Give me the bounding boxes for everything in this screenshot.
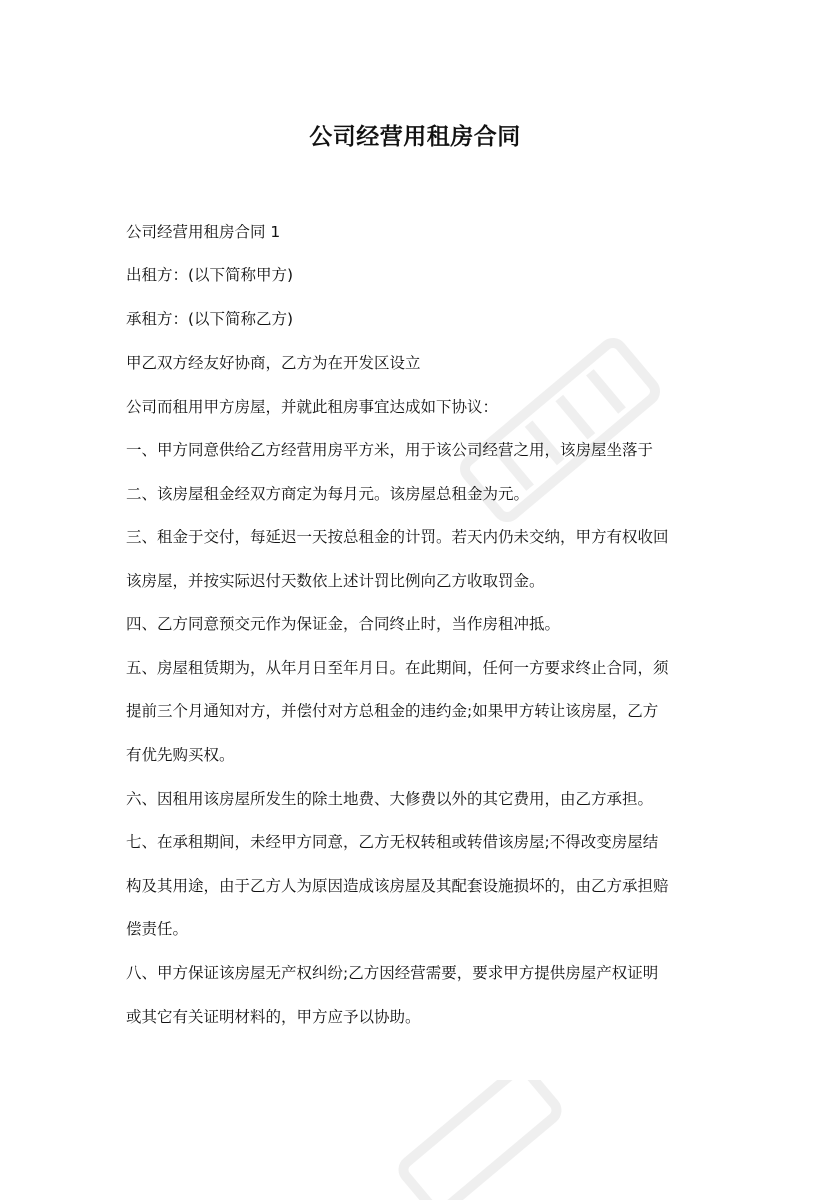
paragraph-line: 五、房屋租赁期为，从年月日至年月日。在此期间，任何一方要求终止合同，须 bbox=[126, 659, 669, 677]
watermark-bottom-icon bbox=[380, 1080, 580, 1200]
paragraph-line: 该房屋，并按实际迟付天数依上述计罚比例向乙方收取罚金。 bbox=[126, 572, 545, 590]
paragraph-line: 承租方：(以下简称乙方) bbox=[126, 310, 294, 328]
watermark-icon bbox=[430, 300, 690, 560]
paragraph-line: 提前三个月通知对方，并偿付对方总租金的违约金;如果甲方转让该房屋，乙方 bbox=[126, 702, 659, 720]
paragraph-line: 公司经营用租房合同 1 bbox=[126, 223, 281, 241]
document-title: 公司经营用租房合同 bbox=[309, 124, 521, 150]
paragraph-line: 出租方：(以下简称甲方) bbox=[126, 266, 294, 284]
paragraph-line: 六、因租用该房屋所发生的除土地费、大修费以外的其它费用，由乙方承担。 bbox=[126, 790, 654, 808]
paragraph-line: 三、租金于交付，每延迟一天按总租金的计罚。若天内仍未交纳，甲方有权收回 bbox=[126, 528, 669, 546]
paragraph-line: 一、甲方同意供给乙方经营用房平方米，用于该公司经营之用，该房屋坐落于 bbox=[126, 441, 654, 459]
paragraph-line: 二、该房屋租金经双方商定为每月元。该房屋总租金为元。 bbox=[126, 485, 530, 503]
paragraph-line: 四、乙方同意预交元作为保证金，合同终止时，当作房租冲抵。 bbox=[126, 615, 561, 633]
paragraph-line: 构及其用途，由于乙方人为原因造成该房屋及其配套设施损坏的，由乙方承担赔 bbox=[126, 877, 669, 895]
paragraph-line: 八、甲方保证该房屋无产权纠纷;乙方因经营需要，要求甲方提供房屋产权证明 bbox=[126, 964, 659, 982]
paragraph-line: 偿责任。 bbox=[126, 920, 189, 938]
paragraph-line: 七、在承租期间，未经甲方同意，乙方无权转租或转借该房屋;不得改变房屋结 bbox=[126, 833, 659, 851]
paragraph-line: 或其它有关证明材料的，甲方应予以协助。 bbox=[126, 1008, 421, 1026]
paragraph-line: 有优先购买权。 bbox=[126, 746, 235, 764]
paragraph-line: 公司而租用甲方房屋，并就此租房事宜达成如下协议： bbox=[126, 398, 499, 416]
paragraph-line: 甲乙双方经友好协商，乙方为在开发区设立 bbox=[126, 354, 421, 372]
